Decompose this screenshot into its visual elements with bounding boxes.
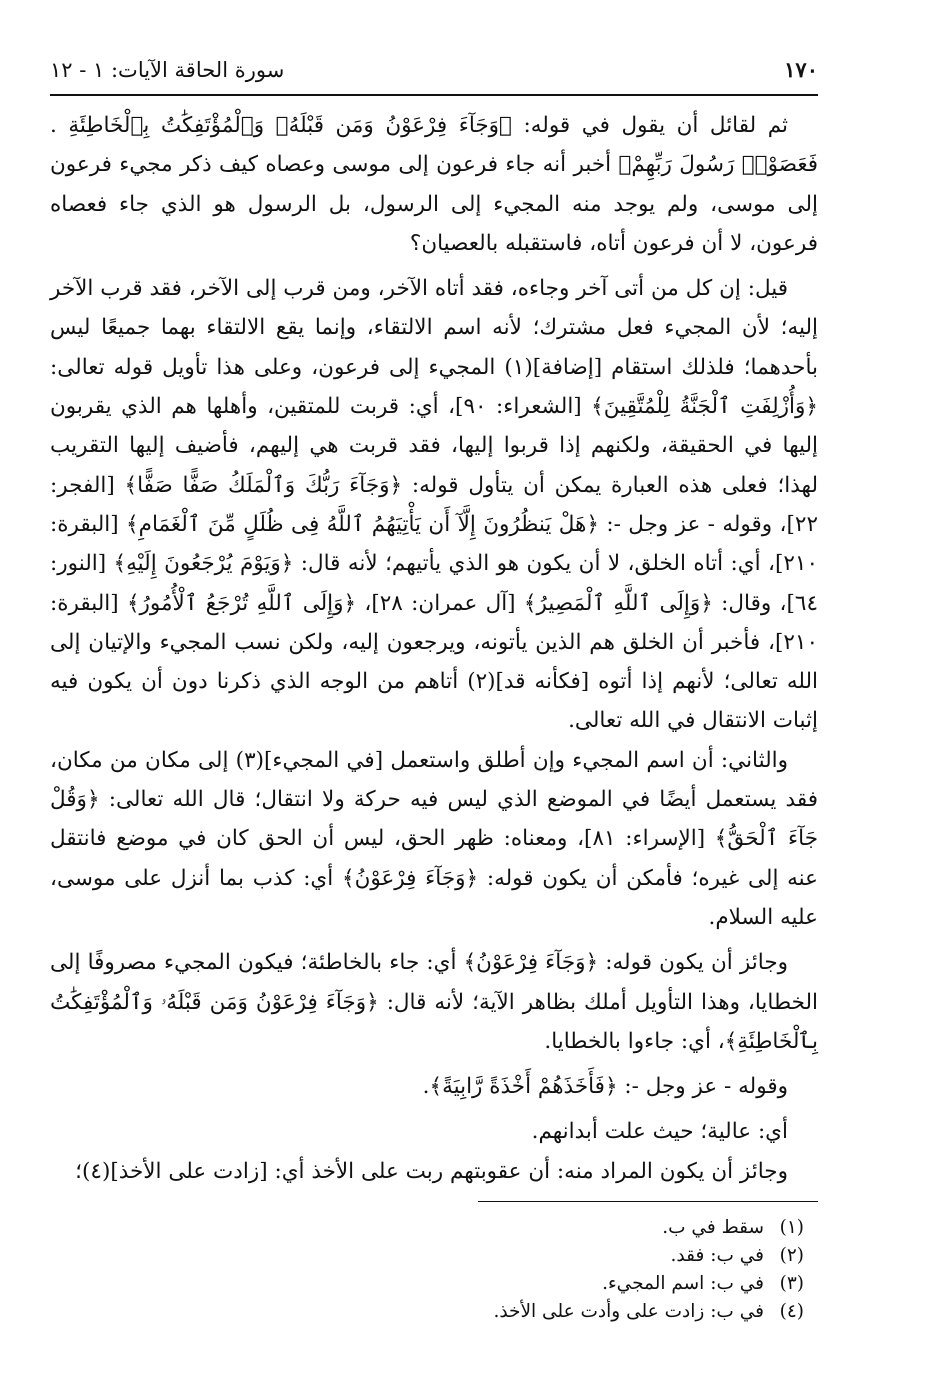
surah-title: سورة الحاقة الآيات: ١ - ١٢ <box>50 58 285 82</box>
footnotes <box>50 1214 818 1326</box>
paragraph: ثم لقائل أن يقول في قوله: ﴿وَجَآءَ فِرْعَوْنُ وَمَن قَبْلَهُۥ وَٱلْمُؤْتَفِكَٰتُ بِٱلْخَاطِئَةِ . فَعَصَوْا۟ رَسُولَ رَبِّهِمْ﴾ أخبر أنه جاء فرعون إلى موسى وعصاه كيف ذكر مجيء فرعون إلى موسى، ولم يوجد منه المجيء إلى الرسول، بل الرسول هو الذي جاء فعصاه فرعون، لا أن فرعون أتاه، فاستقبله بالعصيان؟ <box>50 113 818 256</box>
footnote-number: (١) <box>779 1217 804 1239</box>
footnote-number: (٤) <box>779 1301 804 1323</box>
footnote <box>50 1270 804 1298</box>
footnote-text: في ب: اسم المجيء. <box>602 1273 764 1295</box>
paragraph: وقوله - عز وجل -: ﴿فَأَخَذَهُمْ أَخْذَةً رَّابِيَةً﴾. <box>422 1074 788 1100</box>
footnote-number: (٣) <box>779 1273 804 1295</box>
footnote-number: (٢) <box>779 1245 804 1267</box>
page-number: ١٧٠ <box>784 57 818 82</box>
paragraph: أي: عالية؛ حيث علت أبدانهم. <box>531 1119 788 1145</box>
footnote-text: في ب: زادت على وأدت على الأخذ. <box>493 1301 764 1323</box>
footnote-text: في ب: فقد. <box>670 1245 764 1267</box>
footnote <box>50 1298 804 1326</box>
paragraph: قيل: إن كل من أتى آخر وجاءه، فقد أتاه الآخر، ومن قرب إلى الآخر، فقد قرب الآخر إليه؛ لأن المجيء فعل مشترك؛ لأنه اسم الالتقاء، وإنما يقع الالتقاء بهما جميعًا ليس بأحدهما؛ فلذلك استقام [إضافة](١) المجيء إلى فرعون، وعلى هذا تأويل قوله تعالى: ﴿وَأُزْلِفَتِ ٱلْجَنَّةُ لِلْمُتَّقِينَ﴾ [الشعراء: ٩٠]، أي: قربت للمتقين، وأهلها هم الذي يقربون إليها في الحقيقة، ولكنهم إذا قربوا إليها، فقد قربت هي إليهم، فأضيف إليها التقريب لهذا؛ فعلى هذه العبارة يمكن أن يتأول قوله: ﴿وَجَآءَ رَبُّكَ وَٱلْمَلَكُ صَفًّا صَفًّا﴾ [الفجر: ٢٢]، وقوله - عز وجل -: ﴿هَلْ يَنظُرُونَ إِلَّآ أَن يَأْتِيَهُمُ ٱللَّهُ فِى ظُلَلٍ مِّنَ ٱلْغَمَامِ﴾ [البقرة: ٢١٠]، أي: أتاه الخلق، لا أن يكون هو الذي يأتيهم؛ لأنه قال: ﴿وَيَوْمَ يُرْجَعُونَ إِلَيْهِ﴾ [النور: ٦٤]، وقال: ﴿وَإِلَى ٱللَّهِ ٱلْمَصِيرُ﴾ [آل عمران: ٢٨]، ﴿وَإِلَى ٱللَّهِ تُرْجَعُ ٱلْأُمُورُ﴾ [البقرة: ٢١٠]، فأخبر أن الخلق هم الذين يأتونه، ويرجعون إليه، ولكن نسب المجيء والإتيان إلى الله تعالى؛ لأنهم إذا أتوه [فكأنه قد](٢) أتاهم من الوجه الذي ذكرنا دون أن يكون فيه إثبات الانتقال في الله تعالى. <box>50 276 819 734</box>
paragraph: وجائز أن يكون المراد منه: أن عقوبتهم ربت على الأخذ أي: [زادت على الأخذ](٤)؛ <box>75 1158 788 1184</box>
footnote <box>50 1242 804 1270</box>
footnote-text: سقط في ب. <box>662 1217 764 1239</box>
running-header <box>50 52 818 96</box>
paragraph: والثاني: أن اسم المجيء وإن أطلق واستعمل [في المجيء](٣) إلى مكان من مكان، فقد يستعمل أيضًا في الموضع الذي ليس فيه حركة ولا انتقال؛ قال الله تعالى: ﴿وَقُلْ جَآءَ ٱلْحَقُّ﴾ [الإسراء: ٨١]، ومعناه: ظهر الحق، ليس أن الحق كان في موضع فانتقل عنه إلى غيره؛ فأمكن أن يكون قوله: ﴿وَجَآءَ فِرْعَوْنُ﴾ أي: كذب بما أنزل على موسى، عليه السلام. <box>50 747 818 930</box>
footnote-separator <box>478 1201 818 1202</box>
main-text <box>50 106 818 1191</box>
footnote <box>50 1214 804 1242</box>
book-page <box>50 52 818 1326</box>
paragraph: وجائز أن يكون قوله: ﴿وَجَآءَ فِرْعَوْنُ﴾ أي: جاء بالخاطئة؛ فيكون المجيء مصروفًا إلى الخطايا، وهذا التأويل أملك بظاهر الآية؛ لأنه قال: ﴿وَجَآءَ فِرْعَوْنُ وَمَن قَبْلَهُۥ وَٱلْمُؤْتَفِكَٰتُ بِٱلْخَاطِئَةِ﴾، أي: جاءوا بالخطايا. <box>50 950 818 1054</box>
